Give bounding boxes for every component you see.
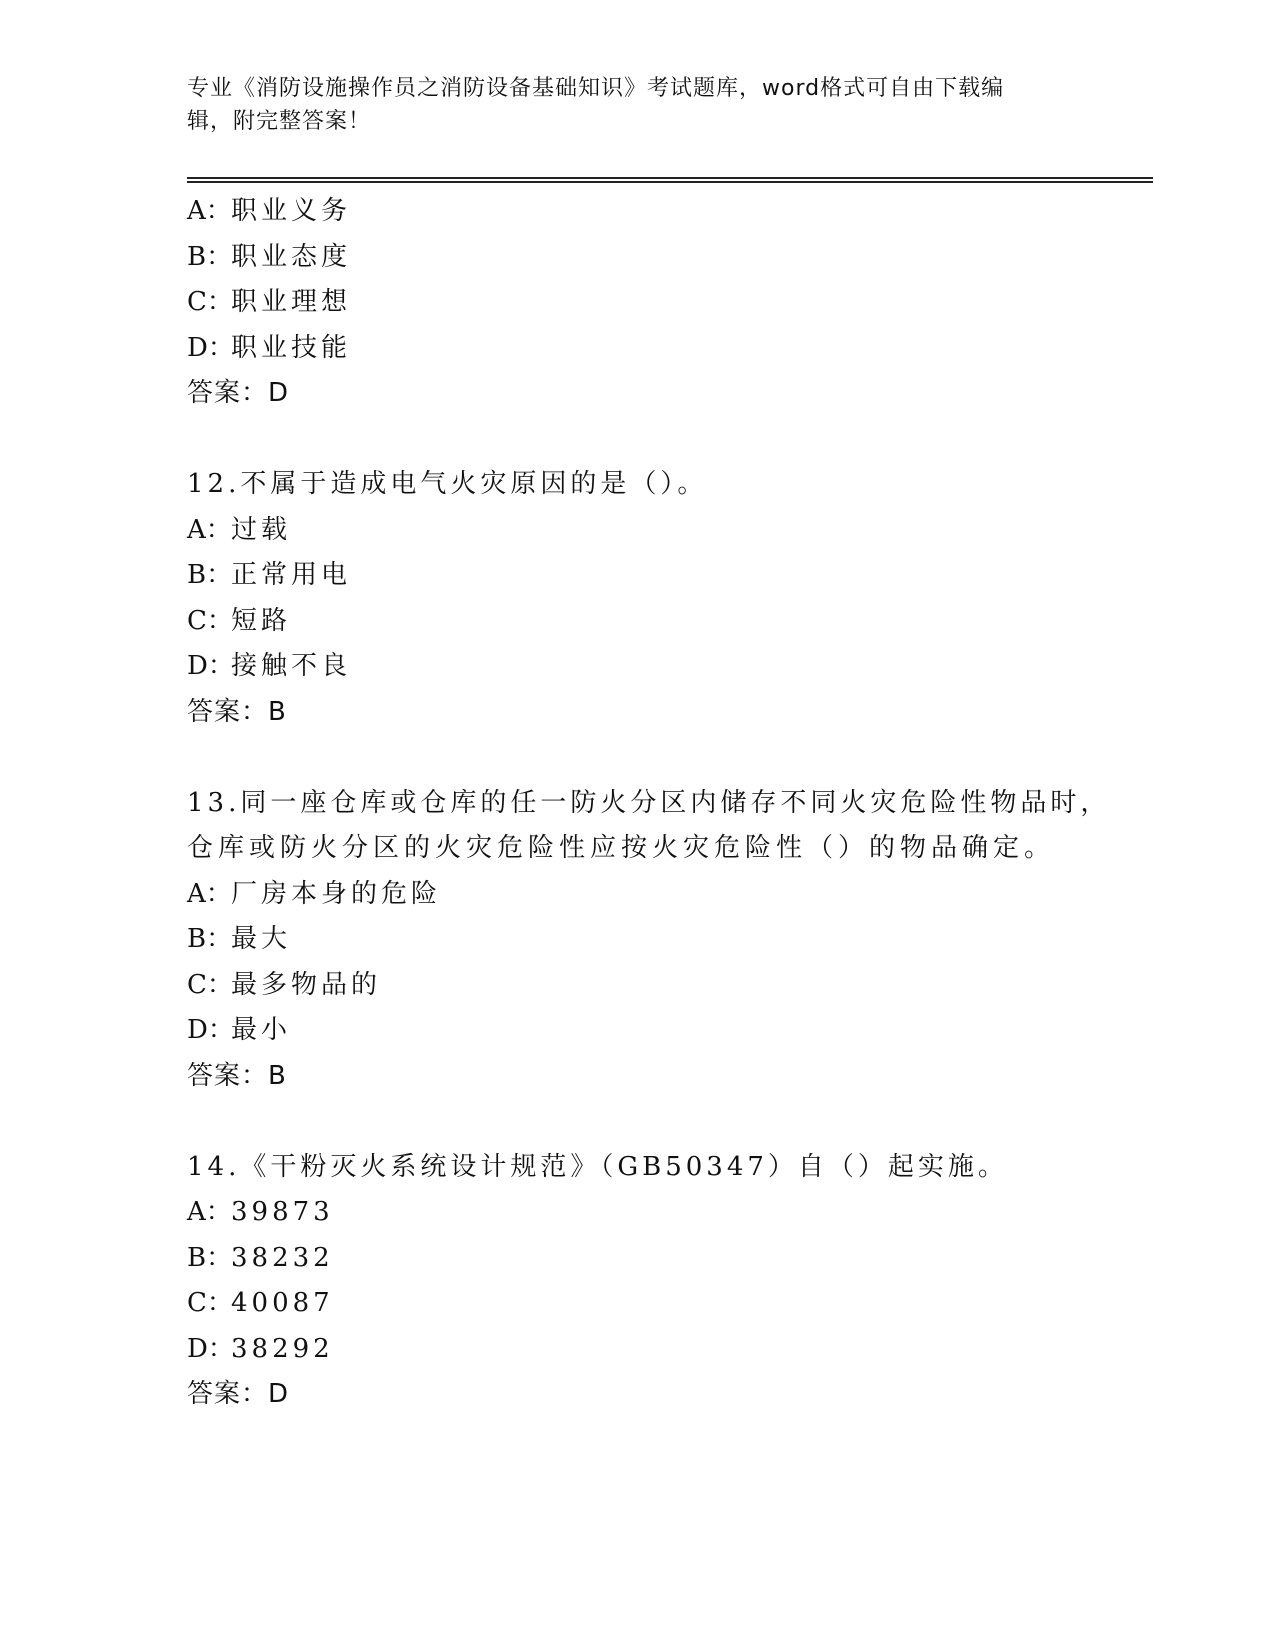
option-label: B： [187,560,233,590]
option-text: 过载 [231,514,292,545]
option-text: 39873 [231,1197,334,1227]
option-a [187,508,1107,554]
spacer [187,417,1107,463]
option-text: 厂房本身的危险 [231,878,442,909]
question-block-11 [187,189,1107,417]
question-stem: 12.不属于造成电气火灾原因的是（）。 [187,469,708,499]
document-header [187,72,1087,138]
question-stem: 14.《干粉灭火系统设计规范》（GB50347）自（）起实施。 [187,1151,1008,1182]
option-b [187,917,1107,963]
option-text: 40087 [231,1288,334,1318]
option-label: C： [187,1288,233,1318]
option-label: D： [187,1333,234,1364]
option-d [187,1008,1107,1054]
option-c [187,599,1107,645]
option-label: A： [187,196,232,226]
question-list [187,189,1111,1418]
option-c [187,963,1107,1009]
option-text: 最小 [231,1015,292,1045]
option-d [187,1327,1107,1373]
option-text: 短路 [231,605,292,636]
question-stem-continued: 仓库或防火分区的火灾危险性应按火灾危险性（）的物品确定。 [187,833,1056,863]
option-text: 职业理想 [231,287,352,317]
option-label: B： [187,1242,233,1273]
option-d [187,644,1107,690]
option-label: A： [187,514,232,545]
option-c [187,1281,1107,1327]
option-label: D： [187,332,234,363]
question-block-13 [187,781,1111,1100]
answer-line: 答案：B [187,1060,287,1091]
option-text: 最大 [231,924,292,954]
question-stem: 13.同一座仓库或仓库的任一防火分区内储存不同火灾危险性物品时， [187,787,1111,818]
option-b [187,553,1107,599]
option-c [187,280,1107,326]
option-a [187,1190,1107,1236]
header-divider-bottom [187,181,1153,183]
option-b [187,1236,1107,1282]
option-d [187,326,1107,372]
answer-line: 答案：B [187,696,287,727]
option-label: A： [187,1197,232,1227]
option-label: B： [187,924,233,954]
option-b [187,235,1107,281]
option-text: 38292 [231,1333,334,1364]
header-divider-top [187,177,1153,179]
option-text: 正常用电 [231,560,352,590]
option-label: D： [187,651,234,681]
option-label: C： [187,605,233,636]
option-label: A： [187,878,232,909]
header-line-2: 辑，附完整答案！ [187,109,372,134]
question-block-14 [187,1145,1107,1418]
spacer [187,735,1107,781]
spacer [187,1099,1107,1145]
header-line-1: 专业《消防设施操作员之消防设备基础知识》考试题库，word格式可自由下载编 [187,76,1005,101]
question-block-12 [187,462,1107,735]
option-text: 职业态度 [231,241,352,272]
option-text: 接触不良 [231,651,352,681]
option-a [187,189,1107,235]
option-text: 最多物品的 [231,969,382,1000]
option-a [187,872,1107,918]
answer-line: 答案：D [187,378,290,408]
option-text: 职业技能 [231,332,352,363]
option-text: 职业义务 [231,196,352,226]
answer-line: 答案：D [187,1379,290,1409]
option-label: C： [187,969,233,1000]
option-label: B： [187,241,233,272]
option-text: 38232 [231,1242,334,1273]
option-label: C： [187,287,233,317]
option-label: D： [187,1015,234,1045]
